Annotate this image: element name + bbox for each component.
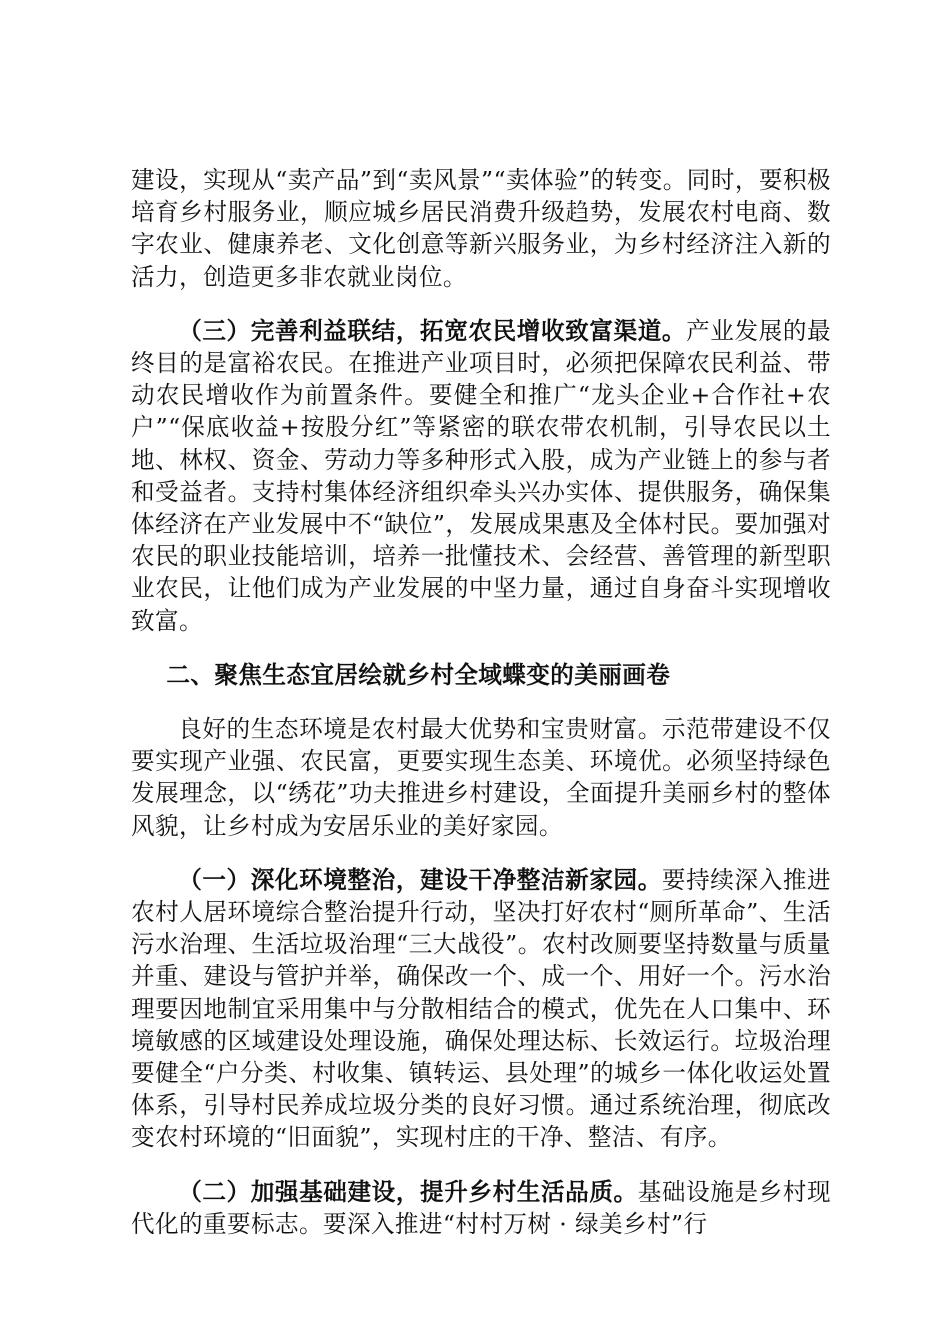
paragraph-section-3 (131, 315, 831, 637)
paragraph-text: 良好的生态环境是农村最大优势和宝贵财富。示范带建设不仅要实现产业强、农民富，更要实现生态美、环境优。必须坚持绿色发展理念，以“绣花”功夫推进乡村建设，全面提升美丽乡村的整体风貌，让乡村成为安居乐业的美好家园。 (131, 715, 831, 840)
paragraph-text: 建设，实现从“卖产品”到“卖风景”“卖体验”的转变。同时，要积极培育乡村服务业，顺应城乡居民消费升级趋势，发展农村电商、数字农业、健康养老、文化创意等新兴服务业，为乡村经济注入新的活力，创造更多非农就业岗位。 (131, 166, 831, 291)
chapter-heading-2: 二、聚焦生态宜居绘就乡村全域蝶变的美丽画卷 (166, 660, 671, 689)
section-lead-heading: （一）深化环境整治，建设干净整洁新家园。 (178, 865, 662, 894)
paragraph-section-2 (131, 1176, 831, 1240)
paragraph-section-1 (131, 864, 831, 1154)
paragraph-text: 要持续深入推进农村人居环境综合整治提升行动，坚决打好农村“厕所革命”、生活污水治理、生活垃圾治理“三大战役”。农村改厕要坚持数量与质量并重、建设与管护并举，确保改一个、成一个、用好一个。污水治理要因地制宜采用集中与分散相结合的模式，优先在人口集中、环境敏感的区域建设处理设施，确保处理达标、长效运行。垃圾治理要健全“户分类、村收集、镇转运、县处理”的城乡一体化收运处置体系，引导村民养成垃圾分类的良好习惯。通过系统治理，彻底改变农村环境的“旧面貌”，实现村庄的干净、整洁、有序。 (131, 865, 831, 1152)
paragraph-text: 基础设施是乡村现代化的重要标志。要深入推进“村村万树 · 绿美乡村”行 (131, 1177, 831, 1238)
paragraph-text: 产业发展的最终目的是富裕农民。在推进产业项目时，必须把保障农民利益、带动农民增收作为前置条件。要健全和推广“龙头企业+合作社+农户”“保底收益+按股分红”等紧密的联农带农机制，引导农民以土地、林权、资金、劳动力等多种形式入股，成为产业链上的参与者和受益者。支持村集体经济组织牵头兴办实体、提供服务，确保集体经济在产业发展中不“缺位”，发展成果惠及全体村民。要加强对农民的职业技能培训，培养一批懂技术、会经营、善管理的新型职业农民，让他们成为产业发展的中坚力量，通过自身奋斗实现增收致富。 (131, 316, 831, 635)
document-page (131, 164, 831, 1262)
section-lead-heading: （二）加强基础建设，提升乡村生活品质。 (178, 1177, 638, 1206)
section-lead-heading: （三）完善利益联结，拓宽农民增收致富渠道。 (178, 316, 687, 345)
paragraph-intro (131, 713, 831, 842)
paragraph-continuation (131, 164, 831, 293)
